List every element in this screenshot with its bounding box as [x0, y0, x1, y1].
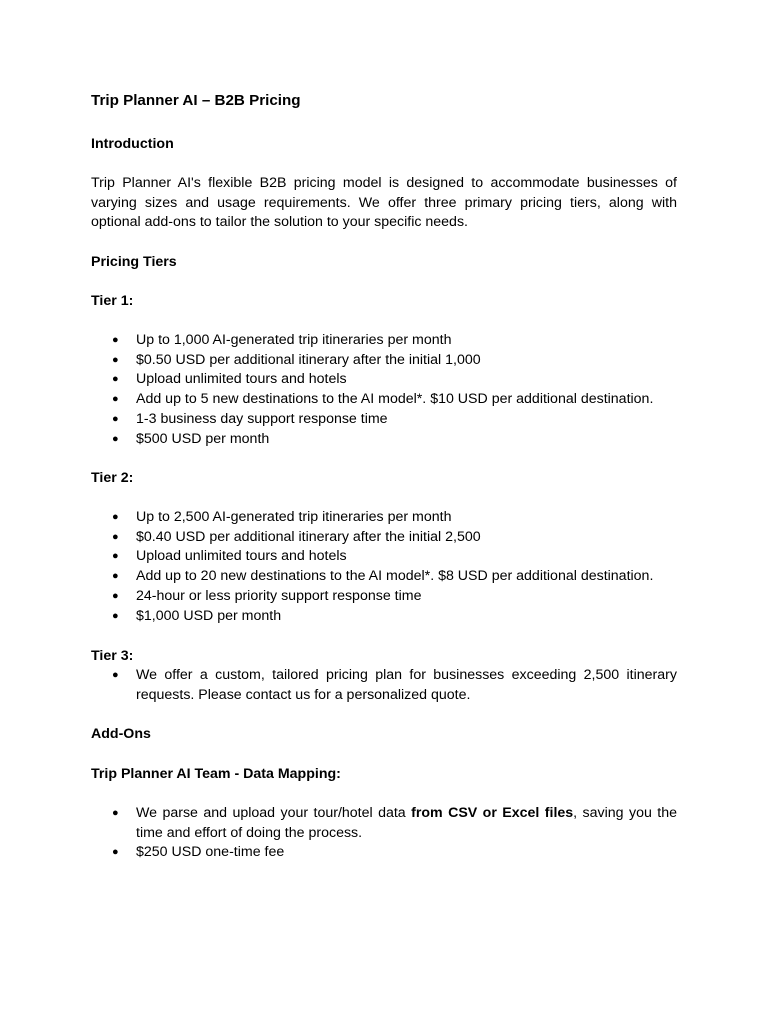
list-item-text: Upload unlimited tours and hotels	[136, 371, 347, 388]
list-item-text: $1,000 USD per month	[136, 607, 282, 624]
list-item-text-bold: from CSV or Excel files	[411, 805, 574, 821]
list-item	[91, 331, 677, 351]
tier-1-heading: Tier 1:	[91, 293, 134, 309]
list-item	[91, 843, 677, 863]
list-item	[91, 351, 677, 371]
list-item-text: Add up to 20 new destinations to the AI model*. $8 USD per additional destination.	[136, 568, 654, 585]
list-item	[91, 410, 677, 430]
list-item-text-post: , saving you the time and effort of doing the process.	[136, 805, 677, 841]
add-ons-heading: Add-Ons	[91, 726, 151, 742]
bullet-icon: ●	[112, 589, 119, 602]
list-item-text: Add up to 5 new destinations to the AI model*. $10 USD per additional destination.	[136, 391, 654, 408]
document-title: Trip Planner AI – B2B Pricing	[91, 92, 301, 109]
list-item	[91, 508, 677, 528]
list-item-text: $500 USD per month	[136, 430, 270, 447]
list-item	[91, 607, 677, 627]
bullet-icon: ●	[112, 334, 119, 346]
list-item	[91, 587, 677, 607]
bullet-icon: ●	[112, 570, 119, 583]
bullet-icon: ●	[112, 550, 119, 563]
bullet-icon: ●	[112, 846, 119, 859]
list-item	[91, 547, 677, 567]
list-item	[91, 390, 677, 410]
list-item-text-pre: We parse and upload your tour/hotel data	[136, 805, 412, 821]
list-item-text: 24-hour or less priority support response time	[136, 587, 422, 604]
list-item	[91, 567, 677, 587]
list-item-text: Up to 2,500 AI-generated trip itineraries per month	[136, 509, 452, 525]
bullet-icon: ●	[112, 432, 119, 445]
data-mapping-list	[91, 804, 677, 863]
bullet-icon: ●	[112, 412, 119, 425]
bullet-icon: ●	[112, 669, 119, 681]
list-item	[91, 430, 677, 450]
list-item	[91, 804, 677, 843]
list-item	[91, 666, 677, 705]
introduction-paragraph: Trip Planner AI's flexible B2B pricing model is designed to accommodate businesses of varying sizes and usage requirements. We offer three primary pricing tiers, along with optional add-ons to tailor the solution to your specific needs.	[91, 175, 677, 231]
bullet-icon: ●	[112, 609, 119, 622]
list-item	[91, 370, 677, 390]
tier-2-heading: Tier 2:	[91, 470, 134, 486]
list-item-text: Up to 1,000 AI-generated trip itineraries per month	[136, 332, 452, 348]
list-item-text: $0.50 USD per additional itinerary after the initial 1,000	[136, 351, 481, 368]
data-mapping-heading: Trip Planner AI Team - Data Mapping:	[91, 766, 341, 782]
introduction-heading: Introduction	[91, 136, 174, 152]
list-item-text: $0.40 USD per additional itinerary after the initial 2,500	[136, 528, 481, 545]
bullet-icon: ●	[112, 807, 119, 819]
list-item-text: $250 USD one-time fee	[136, 844, 285, 861]
pricing-tiers-heading: Pricing Tiers	[91, 254, 177, 270]
bullet-icon: ●	[112, 511, 119, 523]
list-item-text: We offer a custom, tailored pricing plan for businesses exceeding 2,500 itinerary requests. Please contact us for a personalized quote.	[136, 667, 677, 703]
bullet-icon: ●	[112, 353, 119, 366]
list-item	[91, 528, 677, 548]
list-item-text: Upload unlimited tours and hotels	[136, 548, 347, 565]
tier-3-heading: Tier 3:	[91, 648, 134, 664]
tier-3-list	[91, 666, 677, 705]
bullet-icon: ●	[112, 530, 119, 543]
bullet-icon: ●	[112, 373, 119, 386]
bullet-icon: ●	[112, 393, 119, 406]
tier-2-list	[91, 508, 677, 626]
list-item-text: 1-3 business day support response time	[136, 410, 388, 427]
tier-1-list	[91, 331, 677, 449]
